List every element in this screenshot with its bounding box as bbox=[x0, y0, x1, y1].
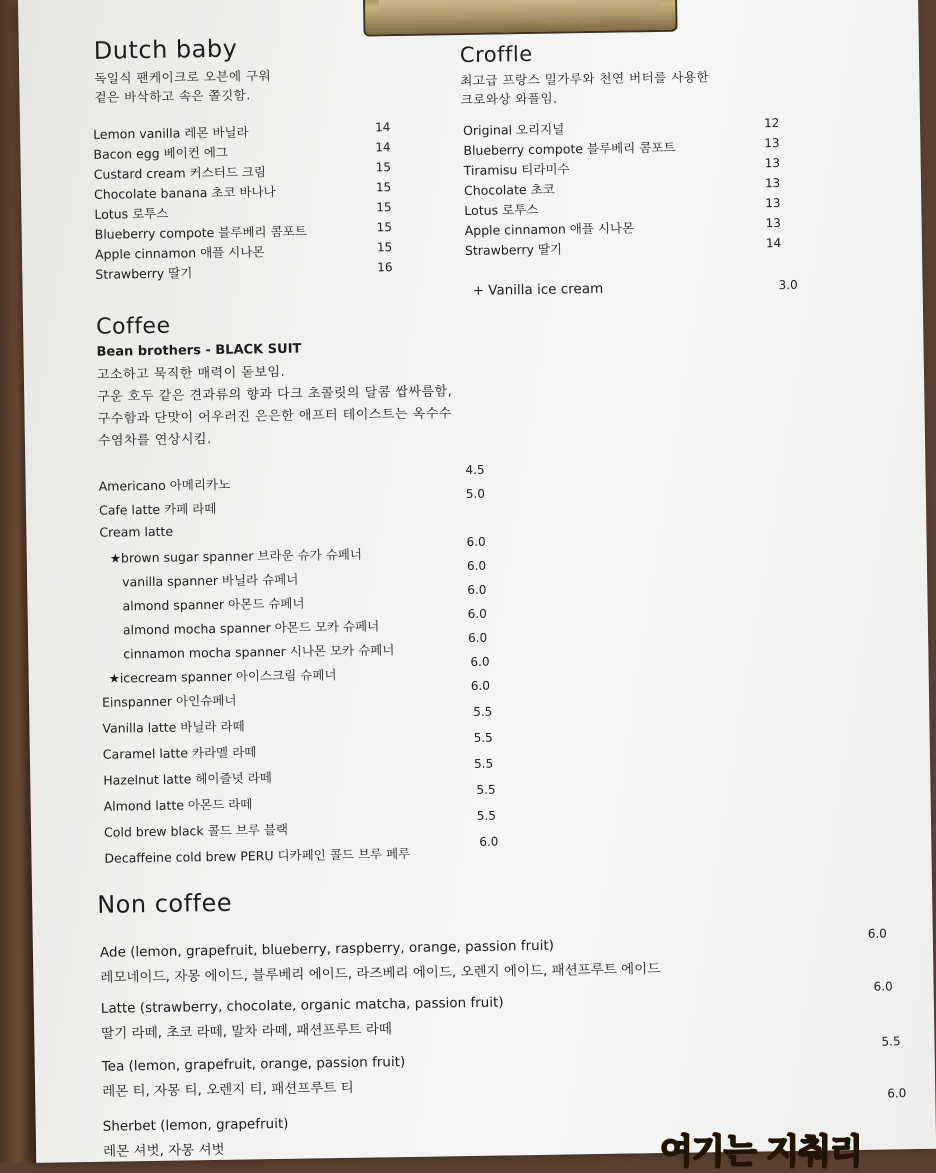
menu-item-price: 6.0 bbox=[466, 534, 486, 550]
menu-item-price: 15 bbox=[376, 200, 392, 215]
menu-item-name: almond mocha spanner 아몬드 모카 슈페너 bbox=[122, 618, 380, 638]
non-coffee-title: Non coffee bbox=[97, 888, 233, 919]
non-coffee-item-ko: 딸기 라떼, 초코 라떼, 말차 라떼, 패션프루트 라떼 bbox=[101, 1021, 393, 1042]
menu-item-price: 6.0 bbox=[467, 606, 487, 622]
menu-item-name: Chocolate banana 초코 바나나 bbox=[93, 183, 276, 202]
menu-item-price: 13 bbox=[765, 216, 781, 231]
menu-item-price: 15 bbox=[376, 220, 393, 235]
menu-item-price: 5.5 bbox=[881, 1034, 901, 1049]
menu-item-price: 13 bbox=[765, 196, 781, 211]
menu-item-price: 16 bbox=[377, 260, 393, 275]
menu-item-price: 5.0 bbox=[465, 486, 486, 502]
non-coffee-item-name: Sherbet (lemon, grapefruit) bbox=[102, 1115, 289, 1135]
dutch-baby-title: Dutch baby bbox=[93, 34, 238, 65]
menu-item-price: 6.0 bbox=[467, 582, 487, 598]
menu-paper bbox=[18, 0, 936, 1163]
non-coffee-item-name: Latte (strawberry, chocolate, organic matcha, passion fruit) bbox=[100, 994, 504, 1017]
menu-item-price: 6.0 bbox=[470, 654, 490, 669]
menu-item-name: Hazelnut latte 헤이즐넛 라떼 bbox=[103, 770, 272, 788]
menu-item-name: Lemon vanilla 레몬 바닐라 bbox=[93, 124, 249, 142]
menu-item-name: Einspanner 아인슈페너 bbox=[101, 692, 237, 710]
menu-item-name: Vanilla latte 바닐라 라떼 bbox=[102, 718, 245, 736]
menu-item-price: 14 bbox=[765, 236, 782, 251]
menu-item-price: 6.0 bbox=[873, 979, 893, 994]
menu-item-name: Strawberry 딸기 bbox=[464, 241, 563, 259]
coffee-bean: Bean brothers - BLACK SUIT bbox=[96, 341, 302, 360]
menu-item-price: 13 bbox=[764, 156, 781, 171]
menu-item-name: Tiramisu 티라미수 bbox=[463, 161, 570, 179]
menu-item-name: Custard cream 커스터드 크림 bbox=[93, 164, 267, 182]
non-coffee-item-ko: 레모네이드, 자몽 에이드, 블루베리 에이드, 라즈베리 에이드, 오렌지 에이드, 패션프루트 에이드 bbox=[100, 961, 661, 986]
coffee-desc-line: 구운 호두 같은 견과류의 향과 다크 초콜릿의 달콤 쌉싸름함, bbox=[97, 384, 453, 405]
menu-item-price: 13 bbox=[764, 136, 780, 151]
menu-item-price: 15 bbox=[375, 160, 392, 175]
coffee-desc-line: 수염차를 연상시킴. bbox=[97, 432, 212, 449]
addon-name: + Vanilla ice cream bbox=[472, 280, 604, 299]
menu-item-price: 14 bbox=[374, 120, 391, 135]
menu-item-name: Almond latte 아몬드 라떼 bbox=[103, 796, 253, 814]
menu-item-price: 6.0 bbox=[479, 834, 499, 849]
coffee-desc-line: 구수함과 단맛이 어우러진 은은한 애프터 테이스트는 옥수수 bbox=[97, 406, 452, 427]
addon-price: 3.0 bbox=[778, 277, 798, 293]
menu-item-name: Blueberry compote 블루베리 콤포트 bbox=[463, 139, 676, 159]
menu-item-name: Bacon egg 베이컨 에그 bbox=[93, 144, 229, 162]
menu-item-price: 5.5 bbox=[473, 704, 493, 719]
clipboard-clip bbox=[363, 0, 678, 37]
menu-item-price: 5.5 bbox=[476, 808, 497, 823]
croffle-desc bbox=[460, 67, 709, 109]
menu-item-price: 6.0 bbox=[867, 926, 887, 941]
non-coffee-item-ko: 레몬 셔벗, 자몽 셔벗 bbox=[102, 1141, 225, 1160]
coffee-title: Coffee bbox=[95, 313, 171, 340]
menu-item-name: Apple cinnamon 애플 시나몬 bbox=[94, 244, 265, 262]
menu-item-price: 6.0 bbox=[887, 1086, 907, 1101]
coffee-desc bbox=[97, 359, 453, 453]
menu-item-name: Caramel latte 카라멜 라떼 bbox=[102, 744, 257, 762]
non-coffee-item-name: Ade (lemon, grapefruit, blueberry, raspberry, orange, passion fruit) bbox=[99, 937, 555, 961]
dutch-baby-desc-line: 독일식 팬케이크로 오븐에 구워 bbox=[94, 68, 272, 86]
non-coffee-item-name: Tea (lemon, grapefruit, orange, passion fruit) bbox=[101, 1054, 406, 1075]
menu-item-name: ★brown sugar spanner 브라운 슈가 슈페너 bbox=[109, 546, 363, 566]
menu-item-name: almond spanner 아몬드 슈페너 bbox=[122, 595, 305, 614]
overlay-caption: 여기는 지춰리 bbox=[660, 1132, 862, 1172]
dutch-baby-desc bbox=[94, 66, 271, 107]
menu-item-name: Cream latte bbox=[99, 523, 174, 540]
menu-item-name: Chocolate 초코 bbox=[463, 181, 555, 199]
menu-item-price: 5.5 bbox=[476, 782, 496, 797]
menu-item-name: Lotus 로투스 bbox=[464, 201, 539, 219]
menu-item-name: Strawberry 딸기 bbox=[95, 265, 193, 282]
menu-item-name: cinnamon mocha spanner 시나몬 모카 슈페너 bbox=[123, 642, 395, 662]
menu-item-name: Cold brew black 콜드 브루 블랙 bbox=[103, 821, 289, 840]
menu-item-name: vanilla spanner 바닐라 슈페너 bbox=[122, 571, 299, 590]
menu-item-price: 15 bbox=[376, 240, 393, 255]
menu-item-price: 6.0 bbox=[467, 630, 488, 646]
dutch-baby-desc-line: 겉은 바삭하고 속은 쫄깃함. bbox=[94, 87, 251, 105]
croffle-title: Croffle bbox=[459, 41, 533, 68]
menu-item-name: ★icecream spanner 아이스크림 슈페너 bbox=[108, 667, 337, 686]
croffle-desc-line: 최고급 프랑스 밀가루와 천연 버터를 사용한 bbox=[460, 69, 710, 89]
coffee-desc-line: 고소하고 묵직한 매력이 돋보임. bbox=[96, 364, 286, 383]
menu-item-price: 6.0 bbox=[470, 678, 491, 693]
non-coffee-item-ko: 레몬 티, 자몽 티, 오렌지 티, 패션프루트 티 bbox=[102, 1079, 354, 1100]
menu-item-price: 5.5 bbox=[473, 730, 493, 745]
menu-item-name: Original 오리지널 bbox=[462, 121, 565, 139]
menu-item-name: Apple cinnamon 애플 시나몬 bbox=[464, 220, 635, 239]
menu-item-price: 12 bbox=[763, 116, 780, 131]
menu-item-price: 4.5 bbox=[465, 462, 485, 478]
croffle-desc-line: 크로와상 와플임. bbox=[460, 90, 558, 108]
menu-item-price: 15 bbox=[375, 180, 392, 195]
menu-item-price: 14 bbox=[375, 140, 391, 155]
menu-item-name: Cafe latte 카페 라떼 bbox=[98, 500, 217, 518]
menu-item-name: Blueberry compote 블루베리 콤포트 bbox=[94, 223, 307, 242]
menu-item-price: 13 bbox=[764, 176, 781, 191]
menu-item-price: 5.5 bbox=[473, 756, 494, 771]
menu-item-name: Americano 아메리카노 bbox=[98, 476, 231, 494]
menu-item-name: Lotus 로투스 bbox=[94, 205, 169, 222]
menu-item-price: 6.0 bbox=[466, 558, 487, 574]
menu-item-name: Decaffeine cold brew PERU 디카페인 콜드 브루 페루 bbox=[104, 845, 411, 866]
